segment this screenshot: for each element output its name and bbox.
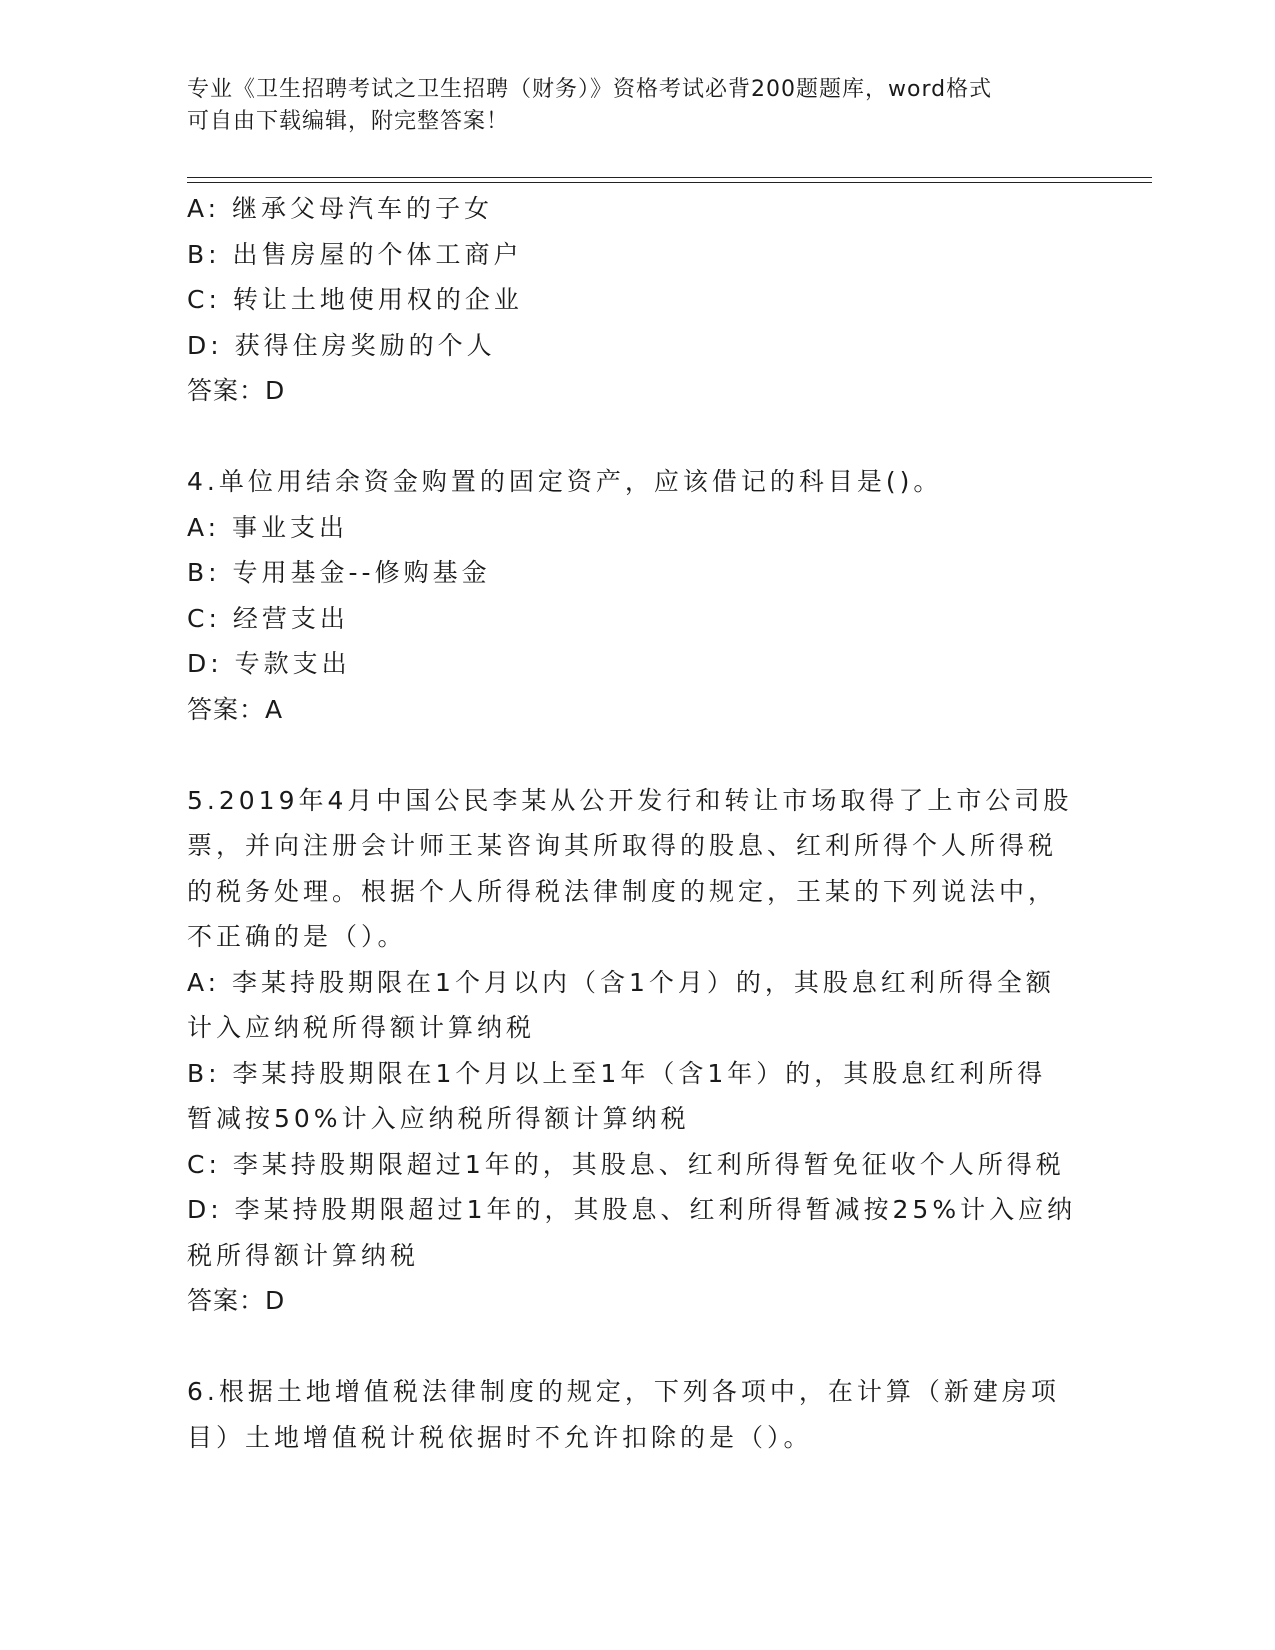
header-divider-bottom: [187, 182, 1152, 183]
question-3-option-c: C: 转让土地使用权的企业: [187, 285, 523, 314]
question-5: [187, 778, 1087, 1324]
question-5-option-a-continued: 计入应纳税所得额计算纳税: [187, 1013, 536, 1042]
question-5-option-d-continued: 税所得额计算纳税: [187, 1240, 420, 1270]
question-3-answer: 答案：D: [187, 376, 286, 405]
question-5-option-c: C: 李某持股期限超过1年的，其股息、红利所得暂免征收个人所得税: [187, 1149, 1065, 1179]
question-4-option-d: D: 专款支出: [187, 649, 351, 678]
question-5-stem-line: 不正确的是（）。: [187, 922, 407, 951]
spacer: [187, 732, 1087, 778]
question-4-answer: 答案：A: [187, 694, 284, 724]
question-4-option-a: A: 事业支出: [187, 512, 349, 542]
question-3: [187, 186, 1087, 414]
question-5-stem-line: 的税务处理。根据个人所得税法律制度的规定，王某的下列说法中，: [187, 876, 1058, 906]
question-3-option-a: A: 继承父母汽车的子女: [187, 194, 494, 223]
question-5-option-b-continued: 暂减按50%计入应纳税所得额计算纳税: [187, 1104, 690, 1133]
header-title-line-1: 专业《卫生招聘考试之卫生招聘（财务）》资格考试必背200题题库，word格式: [187, 77, 993, 102]
question-5-stem-line: 5.2019年4月中国公民李某从公开发行和转让市场取得了上市公司股: [187, 785, 1073, 815]
header-divider-top: [187, 177, 1152, 178]
question-4-stem: 4.单位用结余资金购置的固定资产，应该借记的科目是()。: [187, 467, 943, 496]
question-4: [187, 459, 1087, 732]
question-3-option-d: D: 获得住房奖励的个人: [187, 330, 496, 360]
question-5-option-d: D: 李某持股期限超过1年的，其股息、红利所得暂减按25%计入应纳: [187, 1195, 1077, 1224]
question-6-stem-line: 目）土地增值税计税依据时不允许扣除的是（）。: [187, 1422, 813, 1452]
question-3-option-b: B: 出售房屋的个体工商户: [187, 239, 523, 269]
question-list: [187, 186, 1087, 1460]
question-5-option-b: B: 李某持股期限在1个月以上至1年（含1年）的，其股息红利所得: [187, 1058, 1047, 1088]
question-5-option-a: A: 李某持股期限在1个月以内（含1个月）的，其股息红利所得全额: [187, 967, 1055, 997]
question-6: [187, 1369, 1087, 1460]
question-5-stem-line: 票，并向注册会计师王某咨询其所取得的股息、红利所得个人所得税: [187, 831, 1058, 860]
question-4-option-c: C: 经营支出: [187, 603, 349, 633]
question-4-option-b: B: 专用基金--修购基金: [187, 558, 491, 587]
header-title-line-2: 可自由下载编辑，附完整答案！: [187, 109, 510, 134]
document-header: [187, 74, 1067, 138]
spacer: [187, 414, 1087, 460]
question-6-stem-line: 6.根据土地增值税法律制度的规定，下列各项中，在计算（新建房项: [187, 1377, 1060, 1406]
question-5-answer: 答案：D: [187, 1286, 286, 1315]
spacer: [187, 1324, 1087, 1370]
